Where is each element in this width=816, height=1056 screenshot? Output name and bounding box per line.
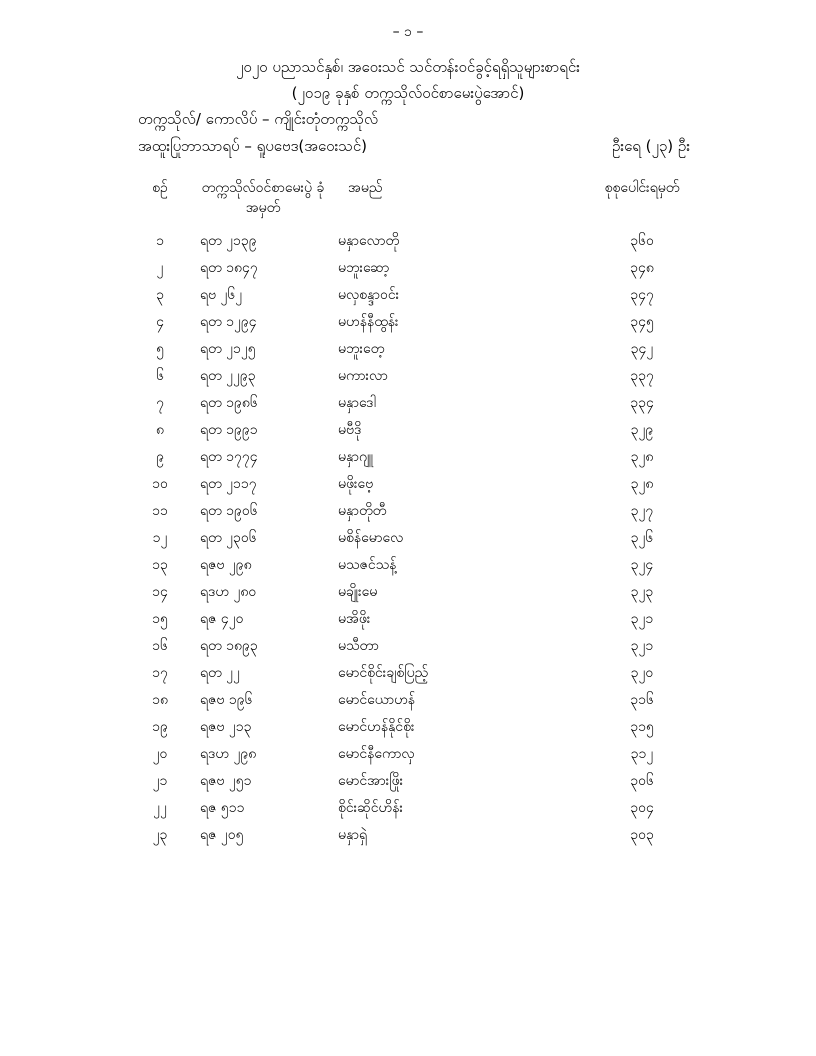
student-name: မလှစန္ဒာဝင်း — [338, 287, 400, 303]
column-header-name: အမည် — [348, 180, 383, 196]
table-row — [0, 419, 816, 446]
total-marks: ၃၂၄ — [630, 557, 654, 573]
table-row — [0, 473, 816, 500]
student-name: မသီတာ — [338, 638, 379, 654]
row-number: ၁၄ — [152, 584, 168, 600]
total-marks: ၃၀၆ — [630, 773, 654, 789]
row-number: ၅ — [156, 341, 164, 357]
total-marks: ၃၄၈ — [630, 260, 654, 276]
row-number: ၆ — [156, 368, 164, 384]
roll-number: ရတ ၂၂ — [200, 665, 240, 681]
total-marks: ၃၄၅ — [630, 314, 654, 330]
total-marks: ၃၂၈ — [630, 476, 654, 492]
table-row — [0, 689, 816, 716]
row-number: ၄ — [156, 314, 164, 330]
table-row — [0, 770, 816, 797]
row-number: ၈ — [156, 422, 164, 438]
student-name: မနှာတိုတီ — [338, 503, 387, 519]
column-header-marks: စုစုပေါင်းရမှတ် — [604, 180, 680, 196]
student-name: စိုင်းဆိုင်ဟိန်း — [338, 800, 403, 816]
student-name: မစိန်မောလေ — [338, 530, 404, 546]
student-name: မောင်ယောဟန် — [338, 692, 416, 708]
row-number: ၁၂ — [152, 530, 168, 546]
row-number: ၁၉ — [152, 719, 168, 735]
subject-line: အထူးပြုဘာသာရပ် – ရူပဗေဒ(အဝေးသင်) — [138, 137, 368, 155]
total-marks: ၃၄၂ — [630, 341, 654, 357]
table-row — [0, 527, 816, 554]
roll-number: ရတ ၁၉၉၁ — [200, 422, 258, 438]
total-marks: ၃၁၂ — [630, 746, 654, 762]
row-number: ၁၀ — [152, 476, 168, 492]
table-row — [0, 554, 816, 581]
roll-number: ရဗ ၂၆၂ — [200, 287, 243, 303]
student-name: မဘူးတေ့ — [338, 341, 385, 357]
table-row — [0, 743, 816, 770]
table-row — [0, 635, 816, 662]
total-marks: ၃၀၃ — [630, 827, 654, 843]
table-row — [0, 284, 816, 311]
total-marks: ၃၆၀ — [630, 233, 654, 249]
total-marks: ၃၃၄ — [630, 395, 654, 411]
row-number: ၂၁ — [152, 773, 168, 789]
roll-number: ရဇဗ ၂၉၈ — [200, 557, 252, 573]
table-row — [0, 365, 816, 392]
results-table — [0, 230, 816, 851]
document-title: ၂၀၂၀ ပညာသင်နှစ်၊ အဝေးသင် သင်တန်းဝင်ခွင့်ရရှိသူများစာရင်း — [236, 58, 580, 76]
roll-number: ရဇဗ ၁၉၆ — [200, 692, 253, 708]
roll-number: ရတ ၂၃၀၆ — [200, 530, 257, 546]
roll-number: ရတ ၂၁၁၇ — [200, 476, 257, 492]
roll-number: ရတ ၁၈၉၃ — [200, 638, 258, 654]
total-marks: ၃၂၉ — [630, 422, 654, 438]
table-row — [0, 581, 816, 608]
student-name: မနှာဂျူ — [338, 449, 374, 465]
total-marks: ၃၀၄ — [630, 800, 654, 816]
row-number: ၁၈ — [152, 692, 168, 708]
student-name: မဘူးဆော့ — [338, 260, 390, 276]
total-marks: ၃၁၆ — [630, 692, 654, 708]
row-number: ၇ — [156, 395, 164, 411]
row-number: ၂၃ — [152, 827, 168, 843]
total-marks: ၃၄၇ — [630, 287, 654, 303]
total-marks: ၃၂၀ — [630, 665, 654, 681]
university-line: တက္ကသိုလ်/ ကောလိပ် – ကျိုင်းတုံတက္ကသိုလ် — [138, 110, 379, 128]
table-row — [0, 257, 816, 284]
table-row — [0, 662, 816, 689]
student-name: မသဇင်သန့် — [338, 557, 397, 573]
roll-number: ရဒဟ ၂၈၀ — [200, 584, 257, 600]
roll-number: ရဇဗ ၂၁၃ — [200, 719, 252, 735]
student-name: မဗီဒို — [338, 422, 362, 438]
total-marks: ၃၁၅ — [630, 719, 654, 735]
roll-number: ရဇ ၅၁၁ — [200, 800, 245, 816]
total-marks: ၃၂၁ — [630, 638, 654, 654]
student-name: မောင်နီကောလှ — [338, 746, 415, 762]
total-marks: ၃၃၇ — [630, 368, 654, 384]
row-number: ၁ — [156, 233, 164, 249]
total-marks: ၃၂၇ — [630, 503, 654, 519]
total-marks: ၃၂၆ — [630, 530, 654, 546]
student-name: မချိုးမေ — [338, 584, 378, 600]
student-name: မဖိုးဗေ့ — [338, 476, 374, 492]
roll-number: ရတ ၁၂၉၄ — [200, 314, 257, 330]
column-header-roll: တက္ကသိုလ်ဝင်စာမေးပွဲ ခုံအမှတ် — [201, 180, 325, 216]
roll-number: ရဇ ၂၀၅ — [200, 827, 244, 843]
row-number: ၁၆ — [152, 638, 168, 654]
row-number: ၁၇ — [152, 665, 168, 681]
total-marks: ၃၂၁ — [630, 611, 654, 627]
row-number: ၁၃ — [152, 557, 168, 573]
table-row — [0, 311, 816, 338]
student-name: မနှာဒေါ — [338, 395, 376, 411]
page-number: – ၁ – — [392, 24, 424, 40]
total-marks: ၃၂၃ — [630, 584, 654, 600]
column-header-no: စဉ် — [152, 180, 168, 196]
roll-number: ရတ ၁၈၄၇ — [200, 260, 258, 276]
student-name: မအိဖိုး — [338, 611, 371, 627]
student-name: မနှာလောတို — [338, 233, 400, 249]
roll-number: ရတ ၂၁၃၉ — [200, 233, 257, 249]
table-row — [0, 392, 816, 419]
row-number: ၃ — [156, 287, 164, 303]
row-number: ၂ — [156, 260, 164, 276]
student-count: ဦးရေ (၂၃) ဦး — [611, 137, 690, 155]
row-number: ၉ — [156, 449, 164, 465]
table-row — [0, 230, 816, 257]
roll-number: ရတ ၂၂၉၃ — [200, 368, 256, 384]
total-marks: ၃၂၈ — [630, 449, 654, 465]
student-name: မနှာရှဲ — [338, 827, 368, 843]
table-row — [0, 500, 816, 527]
student-name: မောင်အားဖြိုး — [338, 773, 404, 789]
roll-number: ရတ ၁၉၈၆ — [200, 395, 258, 411]
roll-number: ရတ ၁၉၀၆ — [200, 503, 258, 519]
table-row — [0, 797, 816, 824]
table-row — [0, 446, 816, 473]
table-row — [0, 338, 816, 365]
row-number: ၂၀ — [152, 746, 168, 762]
row-number: ၂၂ — [153, 800, 167, 816]
roll-number: ရဇ ၄၂၀ — [200, 611, 244, 627]
student-name: မောင်ဟန်နိုင်စိုး — [338, 719, 415, 735]
table-row — [0, 824, 816, 851]
table-row — [0, 716, 816, 743]
student-name: မောင်စိုင်းချစ်ပြည့် — [338, 665, 429, 681]
student-name: မဟန်နီထွန်း — [338, 314, 399, 330]
roll-number: ရတ ၁၇၇၄ — [200, 449, 258, 465]
roll-number: ရဇဗ ၂၅၁ — [200, 773, 252, 789]
roll-number: ရတ ၂၁၂၅ — [200, 341, 256, 357]
roll-number: ရဒဟ ၂၉၈ — [200, 746, 257, 762]
row-number: ၁၅ — [152, 611, 168, 627]
table-row — [0, 608, 816, 635]
row-number: ၁၁ — [152, 503, 168, 519]
student-name: မကားလာ — [338, 368, 388, 384]
document-subtitle: (၂၀၁၉ ခုနှစ် တက္ကသိုလ်ဝင်စာမေးပွဲအောင်) — [291, 84, 525, 102]
